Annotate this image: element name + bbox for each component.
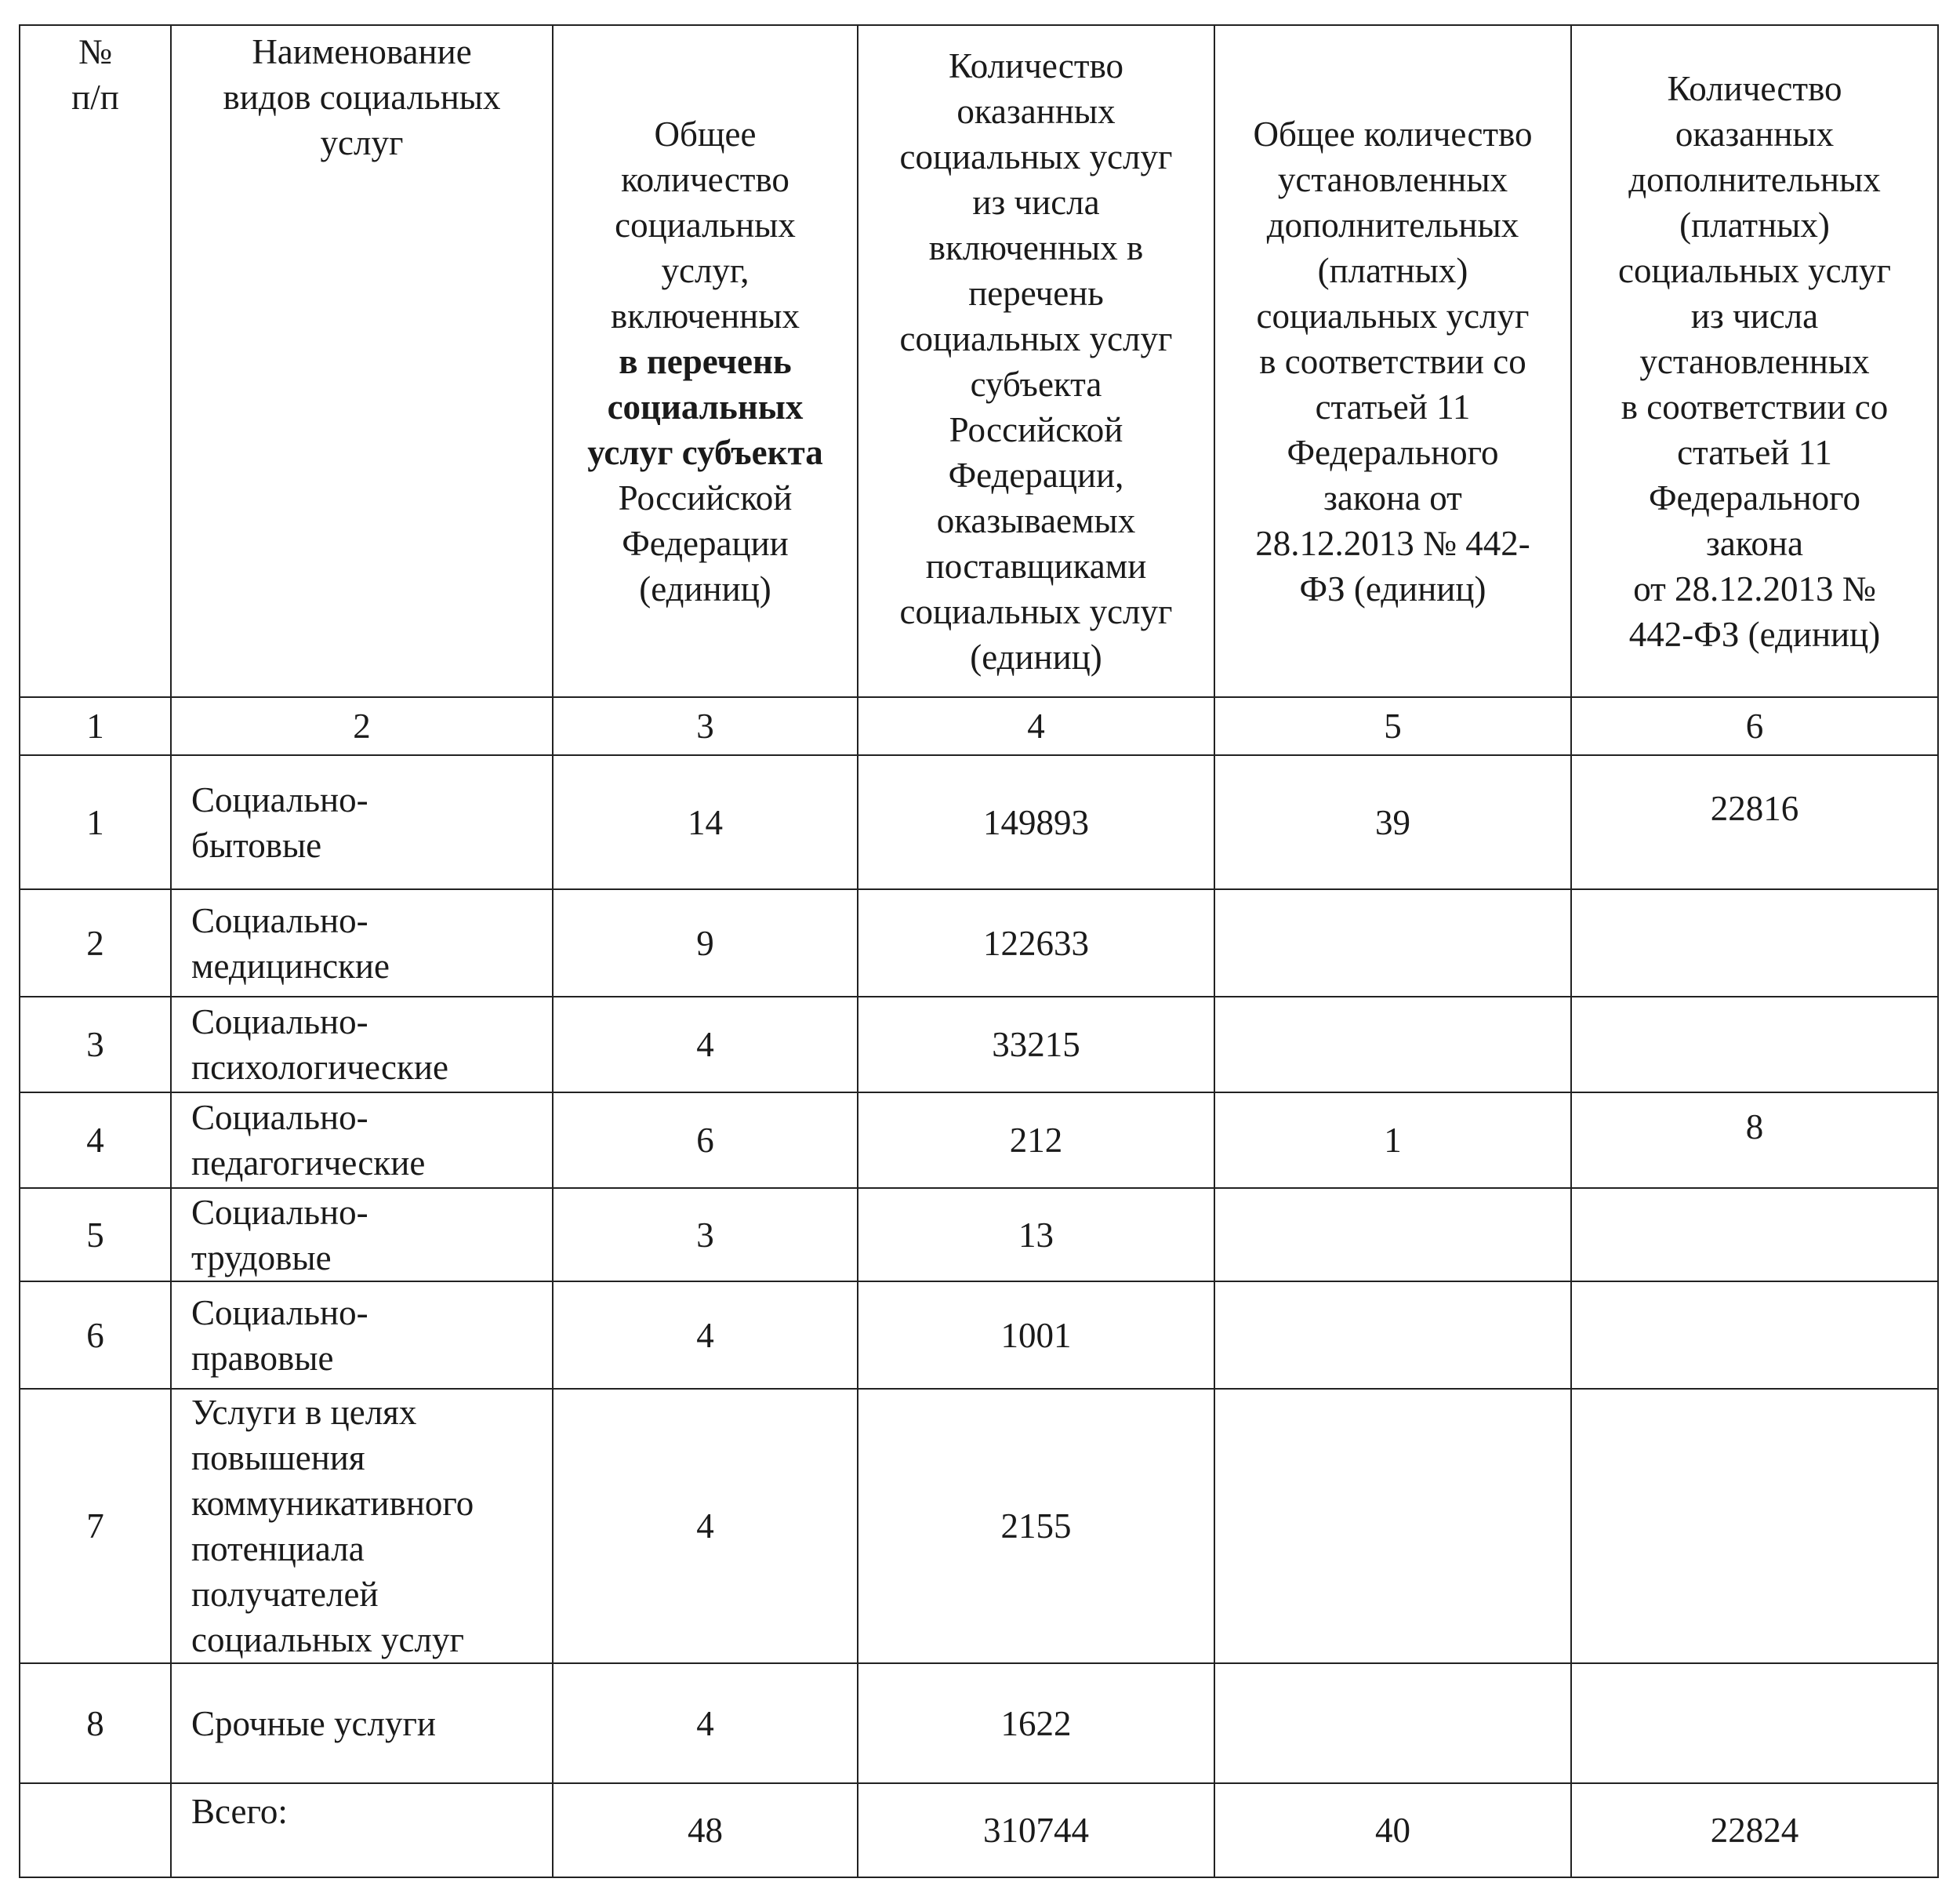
total-in-list-sum: 48: [553, 1783, 858, 1877]
table-row: [20, 1663, 1938, 1783]
rendered-in-list-value: 1001: [858, 1281, 1214, 1389]
header-rendered-paid: Количество оказанных дополнительных (платных) социальных услуг из числа установленных в соответствии со статьей 11 Федерального закона от 28.12.2013 № 442-ФЗ (единиц): [1571, 25, 1938, 697]
header-service-name: Наименование видов социальных услуг: [171, 25, 553, 697]
column-number-row: [20, 697, 1938, 755]
service-name: Социально- педагогические: [171, 1092, 553, 1188]
total-in-list-value: 3: [553, 1188, 858, 1281]
total-in-list-value: 4: [553, 1663, 858, 1783]
total-paid-value: [1214, 997, 1571, 1092]
row-number: 6: [20, 1281, 171, 1389]
rendered-paid-value: [1571, 997, 1938, 1092]
total-row: [20, 1783, 1938, 1877]
service-name: Социально- трудовые: [171, 1188, 553, 1281]
row-number: 2: [20, 889, 171, 997]
total-paid-value: [1214, 1188, 1571, 1281]
rendered-in-list-value: 33215: [858, 997, 1214, 1092]
table-row: [20, 1092, 1938, 1188]
table-row: [20, 755, 1938, 889]
total-paid-value: [1214, 1281, 1571, 1389]
column-number: 2: [171, 697, 553, 755]
rendered-paid-value: [1571, 1663, 1938, 1783]
total-row-number: [20, 1783, 171, 1877]
table-row: [20, 1389, 1938, 1663]
row-number: 1: [20, 755, 171, 889]
table-row: [20, 1281, 1938, 1389]
total-in-list-value: 4: [553, 1389, 858, 1663]
table-row: [20, 1188, 1938, 1281]
row-number: 3: [20, 997, 171, 1092]
header-rendered-in-list: Количество оказанных социальных услуг из числа включенных в перечень социальных услуг субъекта Российской Федерации, оказываемых поставщиками социальных услуг (единиц): [858, 25, 1214, 697]
social-services-table: [19, 24, 1939, 1878]
rendered-in-list-value: 212: [858, 1092, 1214, 1188]
rendered-in-list-value: 1622: [858, 1663, 1214, 1783]
total-paid-value: 1: [1214, 1092, 1571, 1188]
rendered-paid-value: [1571, 1188, 1938, 1281]
row-number: 8: [20, 1663, 171, 1783]
total-paid-sum: 40: [1214, 1783, 1571, 1877]
row-number: 5: [20, 1188, 171, 1281]
service-name: Социально- психологические: [171, 997, 553, 1092]
total-in-list-value: 4: [553, 997, 858, 1092]
rendered-paid-sum: 22824: [1571, 1783, 1938, 1877]
total-in-list-value: 6: [553, 1092, 858, 1188]
total-paid-value: [1214, 1663, 1571, 1783]
table-row: [20, 889, 1938, 997]
header-row: [20, 25, 1938, 697]
header-total-paid: Общее количество установленных дополнительных (платных) социальных услуг в соответствии со статьей 11 Федерального закона от 28.12.2013 № 442- ФЗ (единиц): [1214, 25, 1571, 697]
service-name: Срочные услуги: [171, 1663, 553, 1783]
column-number: 4: [858, 697, 1214, 755]
total-in-list-value: 9: [553, 889, 858, 997]
service-name: Услуги в целях повышения коммуникативного потенциала получателей социальных услуг: [171, 1389, 553, 1663]
header-total-in-list: Общее количество социальных услуг, включенных в перечень социальных услуг субъекта Российской Федерации (единиц): [553, 25, 858, 697]
service-name: Социально- правовые: [171, 1281, 553, 1389]
rendered-paid-value: 8: [1571, 1092, 1938, 1188]
header-number: № п/п: [20, 25, 171, 697]
column-number: 3: [553, 697, 858, 755]
rendered-in-list-value: 149893: [858, 755, 1214, 889]
rendered-paid-value: [1571, 1281, 1938, 1389]
rendered-paid-value: [1571, 889, 1938, 997]
column-number: 1: [20, 697, 171, 755]
row-number: 7: [20, 1389, 171, 1663]
rendered-in-list-sum: 310744: [858, 1783, 1214, 1877]
table-row: [20, 997, 1938, 1092]
total-label: Всего:: [171, 1783, 553, 1877]
total-paid-value: [1214, 889, 1571, 997]
service-name: Социально- медицинские: [171, 889, 553, 997]
column-number: 5: [1214, 697, 1571, 755]
total-paid-value: [1214, 1389, 1571, 1663]
rendered-in-list-value: 13: [858, 1188, 1214, 1281]
total-in-list-value: 4: [553, 1281, 858, 1389]
total-paid-value: 39: [1214, 755, 1571, 889]
rendered-paid-value: 22816: [1571, 755, 1938, 889]
column-number: 6: [1571, 697, 1938, 755]
service-name: Социально- бытовые: [171, 755, 553, 889]
rendered-in-list-value: 2155: [858, 1389, 1214, 1663]
rendered-in-list-value: 122633: [858, 889, 1214, 997]
rendered-paid-value: [1571, 1389, 1938, 1663]
row-number: 4: [20, 1092, 171, 1188]
total-in-list-value: 14: [553, 755, 858, 889]
